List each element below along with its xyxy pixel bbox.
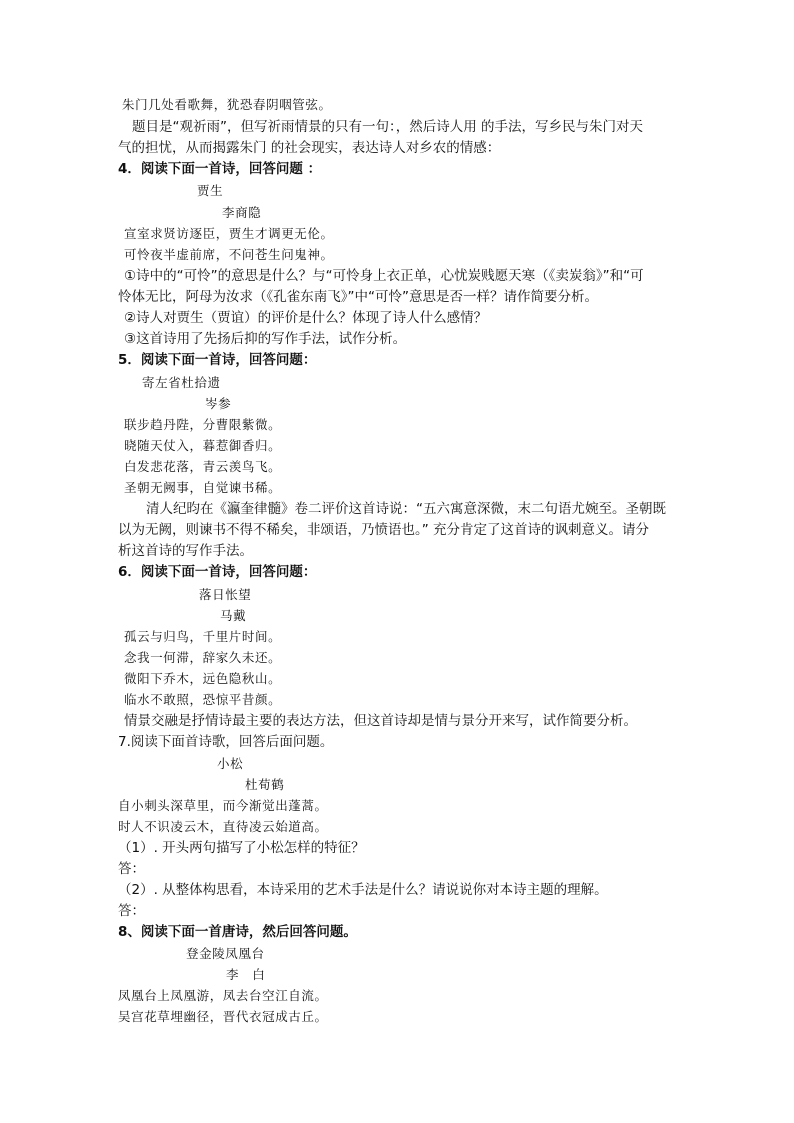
paragraph-line: 情景交融是抒情诗最主要的表达方法，但这首诗却是情与景分开来写，试作简要分析。 bbox=[124, 713, 637, 729]
poem-line: 时人不识凌云木，直待凌云始道高。 bbox=[118, 819, 328, 834]
poem-line: 自小刺头深草里，而今渐觉出蓬蒿。 bbox=[118, 798, 328, 813]
poem-line: 联步趋丹陛，分曹限紫微。 bbox=[124, 417, 282, 432]
paragraph-line: 怜体无比，阿母为汝求（《孔雀东南飞》”中“可怜”意思是否一样？请作简要分析。 bbox=[118, 289, 598, 305]
question-heading: 4．阅读下面一首诗，回答问题 ： bbox=[118, 161, 322, 177]
paragraph-line: 以为无阙，则谏书不得不稀矣，非颂语，乃愤语也。” 充分肯定了这首诗的讽刺意义。请分 bbox=[118, 522, 650, 538]
poem-title: 落日怅望 bbox=[199, 587, 252, 602]
paragraph-line: 清人纪昀在《瀛奎律髓》卷二评价这首诗说：“五六寓意深微，末二句语尤婉至。圣朝既 bbox=[146, 501, 666, 517]
question-heading: 7.阅读下面首诗歌，回答后面问题。 bbox=[118, 734, 334, 750]
poem-line: 临水不敢照，恐惊平昔颜。 bbox=[124, 692, 282, 707]
poem-line: 朱门几处看歌舞，犹恐春阴咽管弦。 bbox=[122, 97, 332, 112]
poem-author: 李 白 bbox=[226, 967, 266, 982]
poem-line: 可怜夜半虚前席，不问苍生问鬼神。 bbox=[124, 247, 334, 262]
poem-line: 孤云与归鸟，千里片时间。 bbox=[124, 629, 282, 644]
poem-line: 圣朝无阙事，自觉谏书稀。 bbox=[124, 480, 282, 495]
poem-title: 小松 bbox=[217, 756, 244, 771]
poem-line: 吴宫花草埋幽径，晋代衣冠成古丘。 bbox=[118, 1009, 328, 1024]
poem-author: 李商隐 bbox=[222, 205, 262, 220]
poem-author: 杜荀鹤 bbox=[245, 777, 285, 792]
poem-line: 凤凰台上凤凰游，凤去台空江自流。 bbox=[118, 988, 328, 1003]
poem-line: 微阳下乔木，远色隐秋山。 bbox=[124, 671, 282, 686]
poem-line: 晓随天仗入，暮惹御香归。 bbox=[124, 438, 282, 453]
question-heading: 5．阅读下面一首诗，回答问题： bbox=[118, 352, 317, 368]
paragraph-line: ②诗人对贾生（贾谊）的评价是什么？体现了诗人什么感情？ bbox=[124, 310, 488, 326]
paragraph-line: （1）. 开头两句描写了小松怎样的特征？ bbox=[118, 840, 365, 856]
poem-title: 贾生 bbox=[197, 183, 224, 198]
poem-title: 登金陵凤凰台 bbox=[186, 946, 265, 961]
answer-label: 答： bbox=[118, 903, 145, 919]
paragraph-line: 气的担忧，从而揭露朱门 的社会现实，表达诗人对乡农的情感： bbox=[118, 140, 501, 156]
poem-author: 马戴 bbox=[220, 608, 247, 623]
question-heading: 8、阅读下面一首唐诗，然后回答问题。 bbox=[118, 924, 357, 940]
answer-label: 答： bbox=[118, 861, 145, 877]
paragraph-line: 题目是“观祈雨”，但写祈雨情景的只有一句：，然后诗人用 的手法，写乡民与朱门对天 bbox=[132, 119, 644, 135]
paragraph-line: ③这首诗用了先扬后抑的写作手法，试作分析。 bbox=[124, 331, 407, 347]
poem-title: 寄左省杜拾遗 bbox=[142, 375, 221, 390]
poem-line: 白发悲花落，青云羡鸟飞。 bbox=[124, 459, 282, 474]
poem-line: 念我一何滞，辞家久未还。 bbox=[124, 650, 282, 665]
poem-line: 宣室求贤访逐臣，贾生才调更无伦。 bbox=[124, 226, 334, 241]
poem-author: 岑参 bbox=[205, 396, 232, 411]
paragraph-line: 析这首诗的写作手法。 bbox=[118, 543, 253, 559]
question-heading: 6．阅读下面一首诗，回答问题： bbox=[118, 564, 317, 580]
paragraph-line: （2）. 从整体构思看，本诗采用的艺术手法是什么？请说说你对本诗主题的理解。 bbox=[118, 882, 608, 898]
paragraph-line: ①诗中的“可怜”的意思是什么？与“可怜身上衣正单，心忧炭贱愿天寒（《卖炭翁》”和“可 bbox=[124, 268, 644, 284]
